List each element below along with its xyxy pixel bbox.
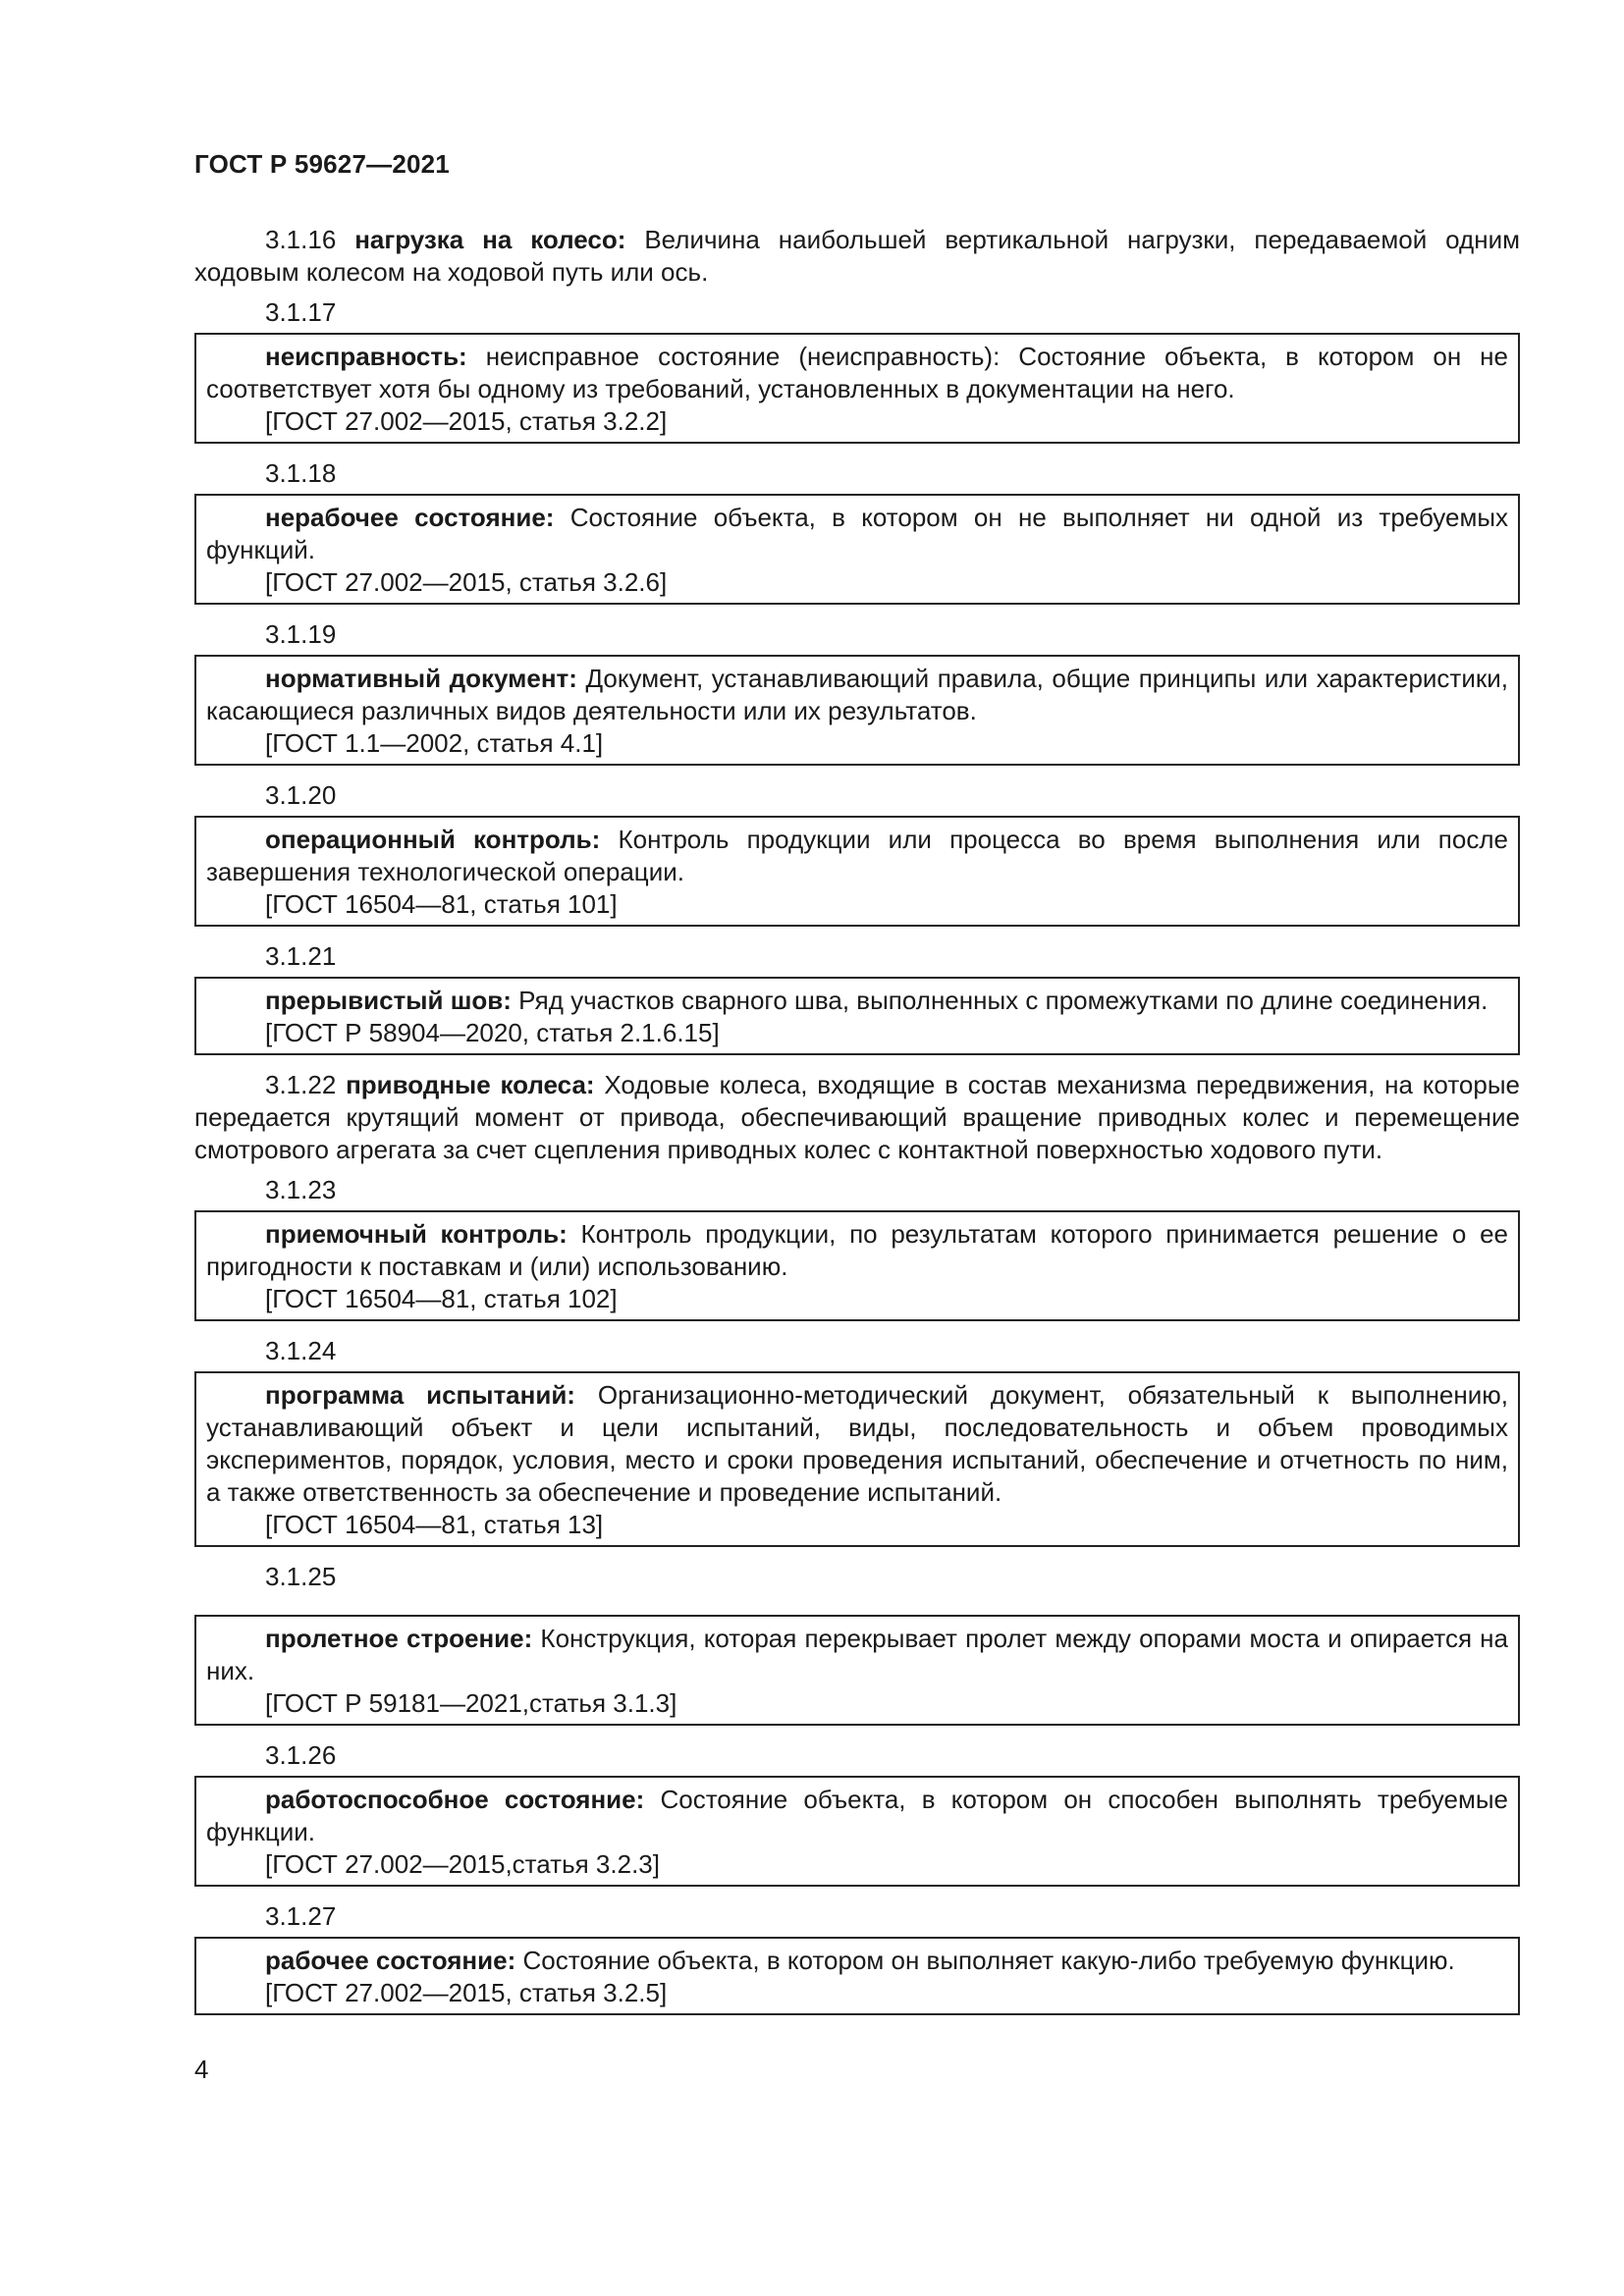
term-name: приводные колеса:	[346, 1070, 595, 1099]
term-source-reference: [ГОСТ 1.1—2002, статья 4.1]	[265, 728, 604, 758]
term-definition-block	[206, 824, 1508, 888]
term-number-3-1-21: 3.1.21	[265, 941, 337, 971]
term-definition: неисправное состояние (неисправность): Состояние объекта, в котором он не соответствует хотя бы одному из требований, установленных в документации на него.	[206, 342, 1508, 403]
term-name: неисправность:	[265, 342, 467, 371]
term-definition-block	[206, 341, 1508, 405]
term-number-3-1-25: 3.1.25	[265, 1562, 337, 1591]
term-definition-block	[206, 502, 1508, 566]
term-box-3-1-17	[194, 333, 1520, 444]
term-definition-block	[206, 1379, 1508, 1509]
term-source-reference: [ГОСТ 16504—81, статья 13]	[265, 1510, 604, 1539]
term-source-reference: [ГОСТ 27.002—2015, статья 3.2.2]	[265, 406, 668, 436]
term-definition-block	[206, 1623, 1508, 1687]
term-box-3-1-26	[194, 1776, 1520, 1887]
term-box-3-1-19	[194, 655, 1520, 766]
term-definition: Документ, устанавливающий правила, общие принципы или характеристики, касающиеся различных видов деятельности или их результатов.	[206, 664, 1508, 725]
term-definition: Состояние объекта, в котором он способен выполнять требуемые функции.	[206, 1785, 1508, 1846]
term-box-3-1-21	[194, 977, 1520, 1055]
term-box-3-1-20	[194, 816, 1520, 927]
term-definition-block	[206, 663, 1508, 727]
term-definition-block	[206, 1784, 1508, 1848]
term-entry-3-1-16	[194, 224, 1520, 289]
term-source-reference: [ГОСТ 27.002—2015, статья 3.2.5]	[265, 1978, 668, 2007]
term-definition: Ходовые колеса, входящие в состав механизма передвижения, на которые передается крутящий момент от привода, обеспечивающий вращение приводных колес и перемещение смотрового агрегата за счет сцепления приводных колес с контактной поверхностью ходового пути.	[194, 1070, 1521, 1164]
term-definition: Состояние объекта, в котором он не выполняет ни одной из требуемых функций.	[206, 503, 1509, 564]
term-number: 3.1.22	[265, 1070, 337, 1099]
term-name: приемочный контроль:	[265, 1219, 568, 1249]
term-source-reference: [ГОСТ 27.002—2015, статья 3.2.6]	[265, 567, 668, 597]
term-box-3-1-25	[194, 1615, 1520, 1726]
term-box-3-1-24	[194, 1371, 1520, 1547]
term-number-3-1-17: 3.1.17	[265, 297, 337, 327]
term-box-3-1-27	[194, 1937, 1520, 2015]
term-definition: Величина наибольшей вертикальной нагрузки, передаваемой одним ходовым колесом на ходовой путь или ось.	[194, 225, 1520, 287]
term-definition-block	[206, 1218, 1508, 1283]
term-name: рабочее состояние:	[265, 1946, 516, 1975]
term-definition-block	[206, 985, 1508, 1017]
term-number-3-1-24: 3.1.24	[265, 1336, 337, 1365]
document-header-id: ГОСТ Р 59627—2021	[194, 149, 450, 179]
term-number-3-1-23: 3.1.23	[265, 1175, 337, 1204]
terms-section	[194, 224, 1520, 2029]
term-number-3-1-18: 3.1.18	[265, 458, 337, 488]
term-name: операционный контроль:	[265, 825, 601, 854]
term-number-3-1-20: 3.1.20	[265, 780, 337, 810]
term-definition: Состояние объекта, в котором он выполняет какую-либо требуемую функцию.	[522, 1946, 1455, 1975]
term-name: нерабочее состояние:	[265, 503, 555, 532]
term-definition: Ряд участков сварного шва, выполненных с промежутками по длине соединения.	[518, 986, 1489, 1015]
term-definition: Организационно-методический документ, обязательный к выполнению, устанавливающий объект и цели испытаний, виды, последовательность и объем проводимых экспериментов, порядок, условия, место и сроки проведения испытаний, обеспечение и отчетность по ним, а также ответственность за обеспечение и проведение испытаний.	[206, 1380, 1508, 1507]
page-number: 4	[194, 2055, 209, 2084]
term-name: нагрузка на колесо:	[354, 225, 626, 254]
term-source-reference: [ГОСТ 16504—81, статья 101]	[265, 889, 618, 919]
term-source-reference: [ГОСТ Р 59181—2021,статья 3.1.3]	[265, 1688, 677, 1718]
term-source-reference: [ГОСТ 27.002—2015,статья 3.2.3]	[265, 1849, 660, 1879]
term-source-reference: [ГОСТ 16504—81, статья 102]	[265, 1284, 618, 1313]
term-box-3-1-18	[194, 494, 1520, 605]
term-name: программа испытаний:	[265, 1380, 575, 1410]
term-name: нормативный документ:	[265, 664, 577, 693]
term-definition-block	[206, 1945, 1508, 1977]
term-name: прерывистый шов:	[265, 986, 512, 1015]
term-box-3-1-23	[194, 1210, 1520, 1321]
term-source-reference: [ГОСТ Р 58904—2020, статья 2.1.6.15]	[265, 1018, 720, 1047]
term-name: работоспособное состояние:	[265, 1785, 645, 1814]
term-name: пролетное строение:	[265, 1624, 533, 1653]
term-number-3-1-27: 3.1.27	[265, 1901, 337, 1931]
term-number-3-1-26: 3.1.26	[265, 1740, 337, 1770]
term-definition: Контроль продукции, по результатам которого принимается решение о ее пригодности к поставкам и (или) использованию.	[206, 1219, 1508, 1281]
term-entry-3-1-22	[194, 1069, 1520, 1166]
term-number-3-1-19: 3.1.19	[265, 619, 337, 649]
term-number: 3.1.16	[265, 225, 337, 254]
term-definition: Конструкция, которая перекрывает пролет между опорами моста и опирается на них.	[206, 1624, 1508, 1685]
term-definition: Контроль продукции или процесса во время выполнения или после завершения технологической операции.	[206, 825, 1508, 886]
